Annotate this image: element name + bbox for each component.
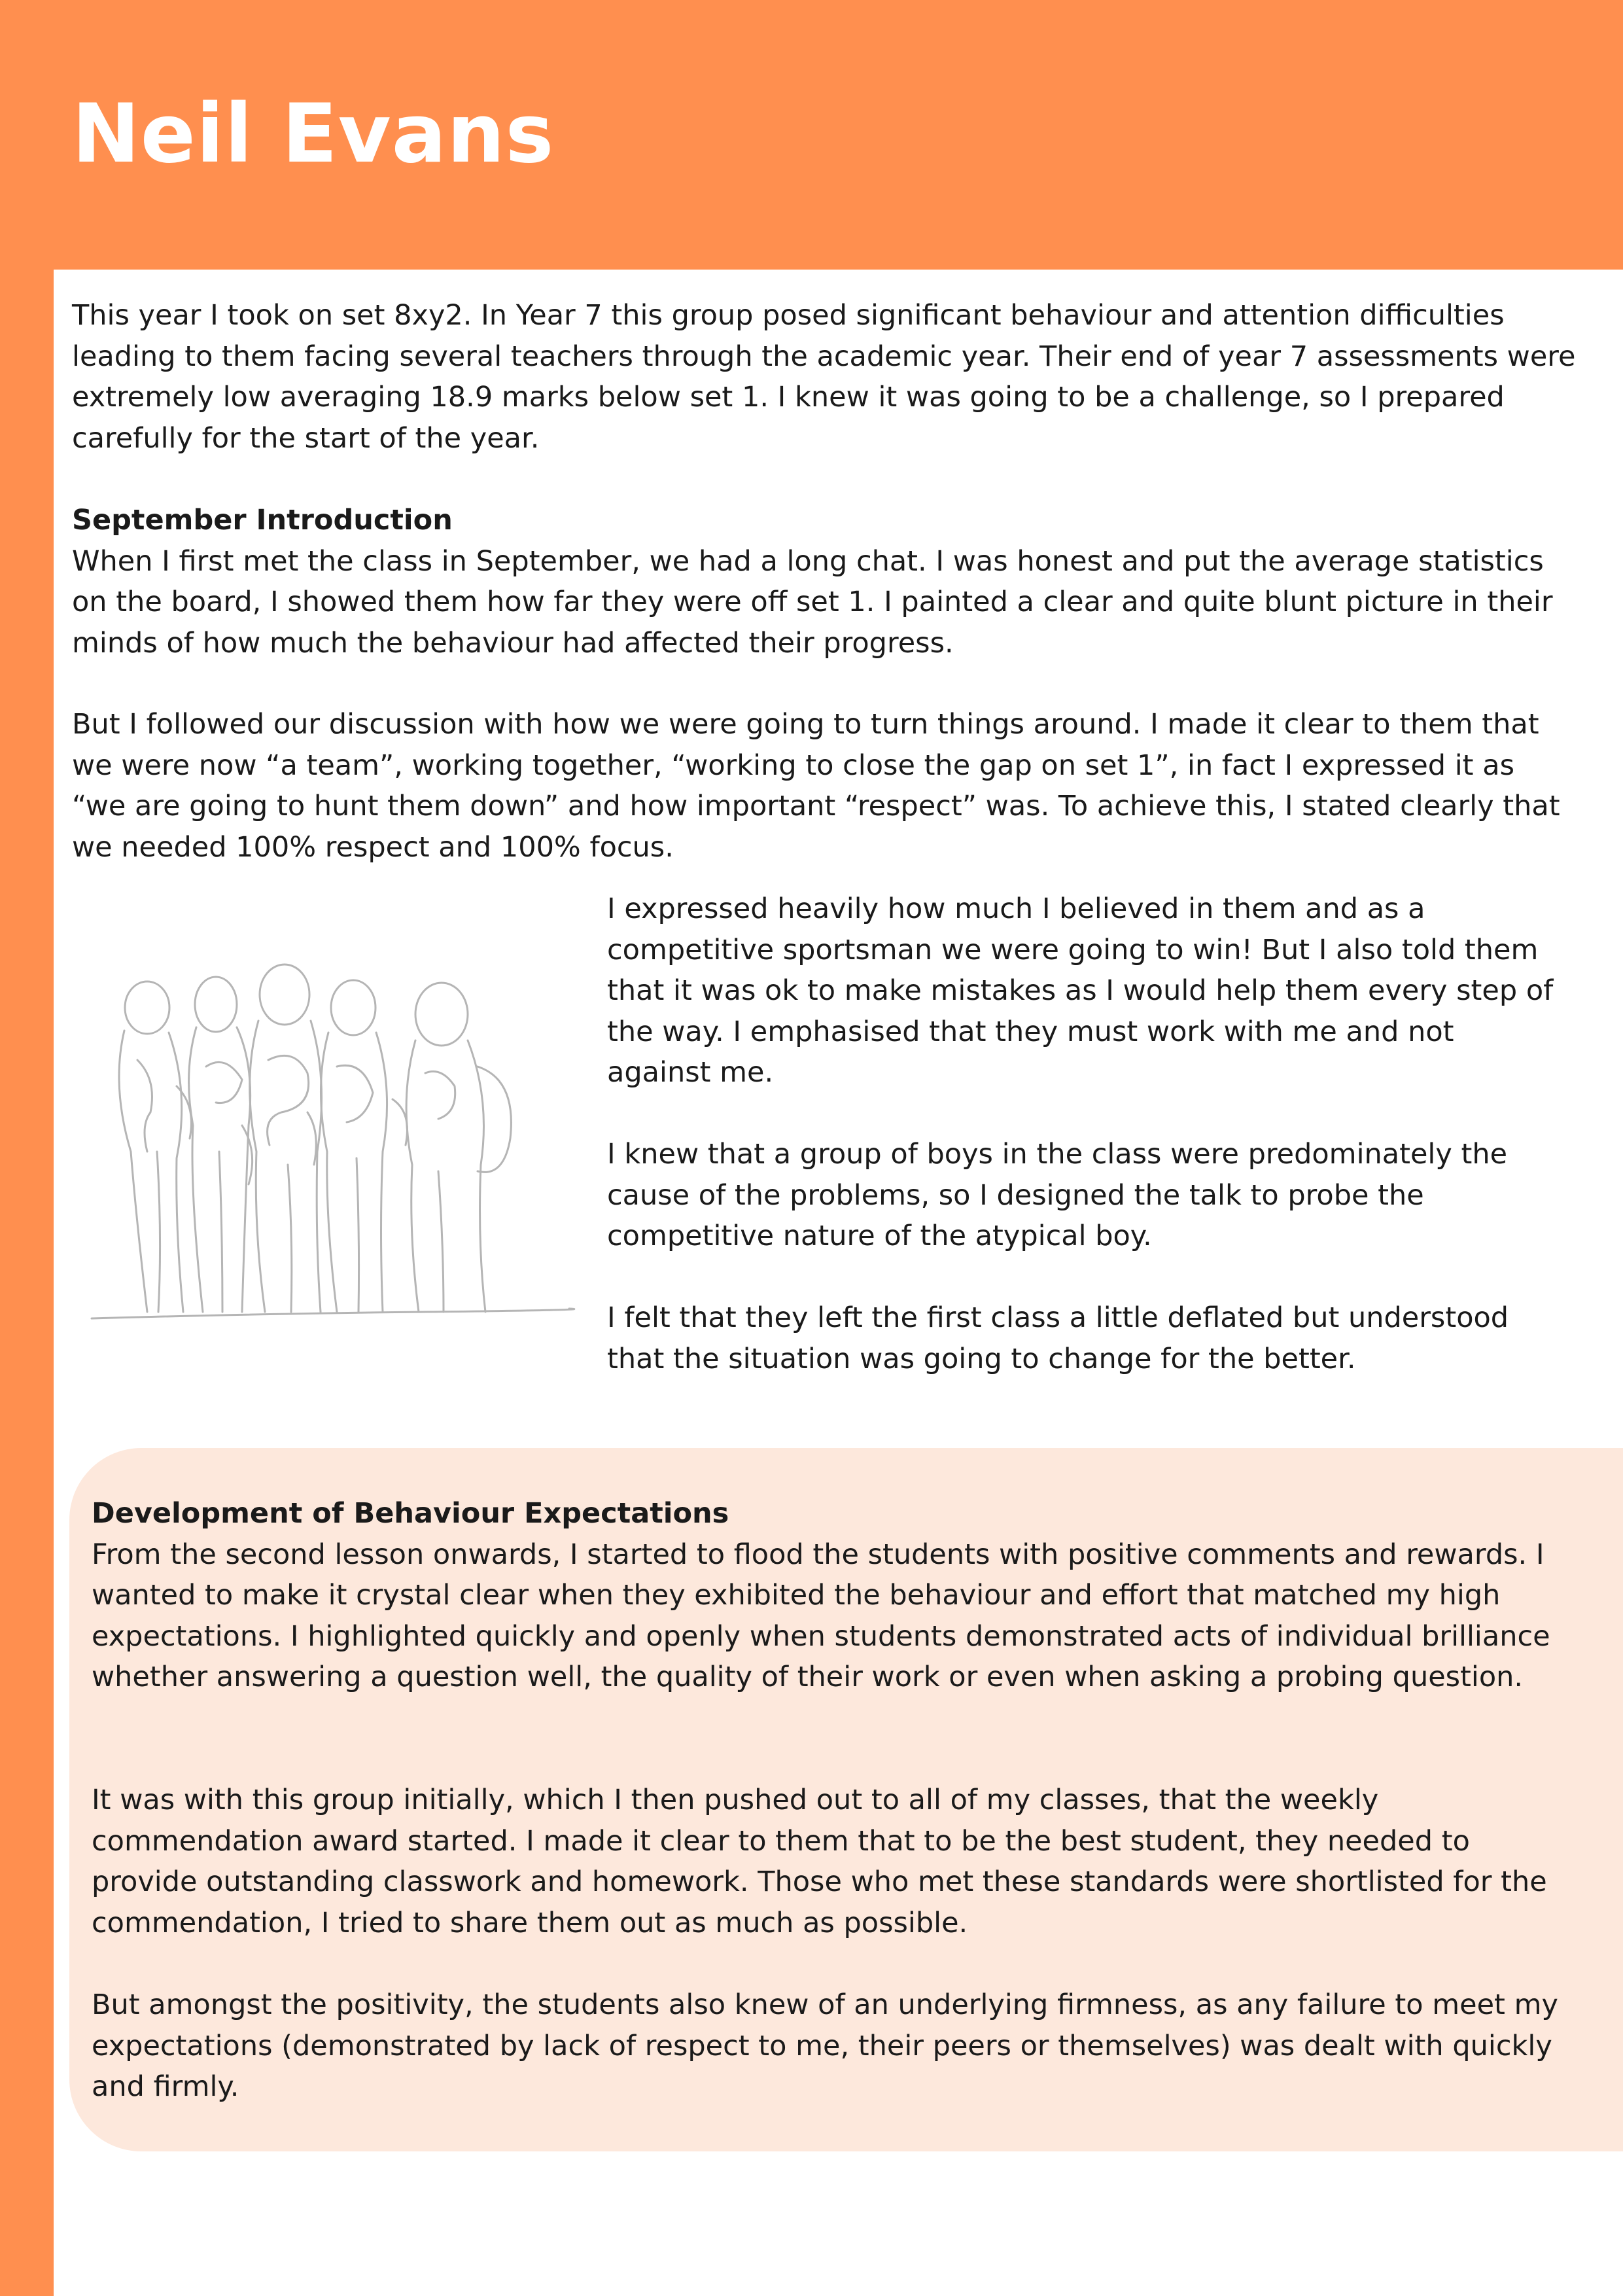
intro-paragraph: This year I took on set 8xy2. In Year 7 this group posed significant behaviour and attention difficulties leading to them facing several teachers through the academic year. Their end of year 7 assessments were extremely low averaging 18.9 marks below set 1. I knew it was going to be a challenge, so I prepared carefully for the start of the year. [72,299,1576,455]
development-paragraph-1: From the second lesson onwards, I started to flood the students with positive comments and rewards. I wanted to make it crystal clear when they exhibited the behaviour and effort that matched my high expectations. I highlighted quickly and openly when students demonstrated acts of individual brilliance whether answering a question well, the quality of their work or even when asking a probing question. [92,1538,1550,1693]
group-of-students-line-drawing-icon [85,955,576,1335]
accent-side-bar [0,270,54,2296]
page-title: Neil Evans [72,87,555,181]
september-paragraph-1: When I first met the class in September, we had a long chat. I was honest and put the average statistics on the board, I showed them how far they were off set 1. I painted a clear and quite blunt picture in their minds of how much the behaviour had affected their progress. [72,544,1553,660]
development-paragraph-3: But amongst the positivity, the students also knew of an underlying firmness, as any failure to meet my expectations (demonstrated by lack of respect to me, their peers or themselves) was dealt with quickly and firmly. [92,1988,1558,2103]
header-banner [0,0,1623,270]
september-paragraph-3: I expressed heavily how much I believed in them and as a competitive sportsman we were going to win! But I also told them that it was ok to make mistakes as I would help them every step of the way. I emphasised that they must work with me and not against me. [607,892,1554,1089]
development-paragraph-2: It was with this group initially, which I then pushed out to all of my classes, that the weekly commendation award started. I made it clear to them that to be the best student, they needed to provide outstanding classwork and homework. Those who met these standards were shortlisted for the commendation, I tried to share them out as much as possible. [92,1784,1547,1939]
development-heading: Development of Behaviour Expectations [92,1497,729,1530]
september-heading: September Introduction [72,504,453,537]
september-paragraph-2: But I followed our discussion with how we were going to turn things around. I made it clear to them that we were now “a team”, working together, “working to close the gap on set 1”, in fact I expressed it as “we are going to hunt them down” and how important “respect” was. To achieve this, I stated clearly that we needed 100% respect and 100% focus. [72,708,1560,864]
development-section [92,1493,1570,1698]
september-paragraph-4: I knew that a group of boys in the class were predominately the cause of the problems, so I designed the talk to probe the competitive nature of the atypical boy. [607,1138,1508,1252]
september-paragraph-5: I felt that they left the first class a little deflated but understood that the situation was going to change for the better. [607,1301,1509,1375]
september-section [72,500,1577,663]
